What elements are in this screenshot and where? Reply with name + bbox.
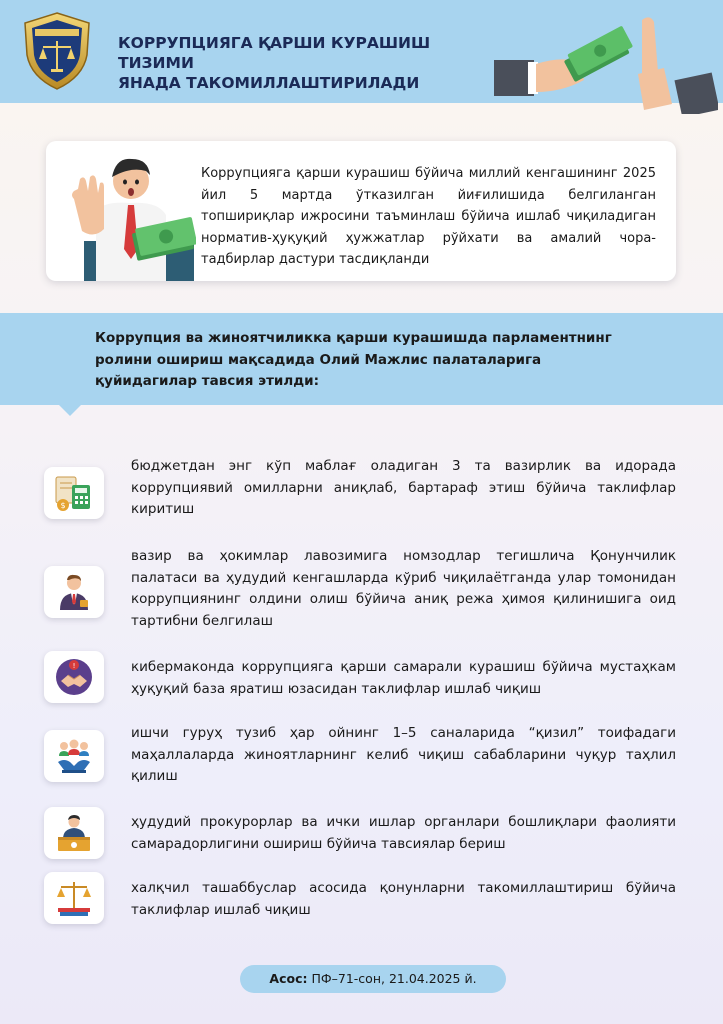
item-icon-tile xyxy=(44,872,104,924)
prosecutor-desk-icon xyxy=(54,813,94,853)
bribe-refusal-illustration xyxy=(492,12,718,114)
heading-line: Коррупция ва жиноятчиликка қарши курашишда парламентнинг xyxy=(95,330,612,346)
source-value: ПФ–71-сон, 21.04.2025 й. xyxy=(307,971,477,986)
svg-text:!: ! xyxy=(72,662,76,670)
item-icon-tile xyxy=(44,651,104,703)
handshake-warning-icon xyxy=(54,657,94,697)
item-text: кибермаконда коррупцияга қарши самарали курашиш бўйича мустаҳкам ҳуқуқий база яратиш юзасидан таклифлар ишлаб чиқиш xyxy=(131,659,676,697)
working-group-icon xyxy=(54,736,94,776)
svg-text:$: $ xyxy=(60,501,66,510)
item-text: бюджетдан энг кўп маблағ оладиган 3 та вазирлик ва идорада коррупциявий омилларни аниқлаб, бартараф этиш бўйича таклифлар киритиш xyxy=(131,458,676,517)
item-text: ҳудудий прокурорлар ва ички ишлар органлари бошлиқлари фаолияти самарадорлигини ошириш бўйича тавсиялар бериш xyxy=(131,814,676,852)
heading-line: ролини ошириш мақсадида Олий Мажлис палаталарига xyxy=(95,351,542,368)
official-candidate-icon xyxy=(54,572,94,612)
item-text: вазир ва ҳокимлар лавозимига номзодлар тегишлича Қонунчилик палатаси ва ҳудудий кенгашларда кўриб чиқилаётганда улар томонидан коррупциянинг олдини олиш бўйича аниқ режа ҳимоя қилинишига оид тартибни белгилаш xyxy=(131,548,676,629)
band-pointer xyxy=(58,404,82,416)
title-line: ЯНАДА ТАКОМИЛЛАШТИРИЛАДИ xyxy=(118,74,420,92)
recommendation-heading xyxy=(95,328,655,393)
item-icon-tile xyxy=(44,807,104,859)
agency-emblem-icon xyxy=(21,11,93,91)
title-line: КОРРУПЦИЯГА ҚАРШИ КУРАШИШ ТИЗИМИ xyxy=(118,34,431,72)
item-text: халқчил ташаббуслар асосида қонунларни такомиллаштириш бўйича таклифлар ишлаб чиқиш xyxy=(131,880,676,918)
intro-text: Коррупцияга қарши курашиш бўйича миллий кенгашининг 2025 йил 5 мартда ўтказилган йиғилишида белгиланган топшириқлар ижросини таъминлаш бўйича ишлаб чиқиладиган норматив-ҳуқуқий ҳужжатлар рўйхати ва амалий чора-тадбирлар дастури тасдиқланди xyxy=(201,166,656,267)
page-title xyxy=(118,33,498,93)
item-text: ишчи гуруҳ тузиб ҳар ойнинг 1–5 саналарида “қизил” тоифадаги маҳаллаларда жиноятларнинг келиб чиқиш сабабларини чуқур таҳлил қилиш xyxy=(131,725,676,784)
heading-line: қуйидагилар тавсия этилди: xyxy=(95,373,320,389)
intro-card xyxy=(46,141,676,281)
item-icon-tile xyxy=(44,467,104,519)
source-reference xyxy=(240,965,506,993)
item-icon-tile xyxy=(44,566,104,618)
scales-law-icon xyxy=(54,878,94,918)
budget-calculator-icon xyxy=(54,473,94,513)
official-refusing-bribe-icon xyxy=(66,149,196,281)
item-icon-tile xyxy=(44,730,104,782)
source-label: Асос: xyxy=(269,971,308,986)
